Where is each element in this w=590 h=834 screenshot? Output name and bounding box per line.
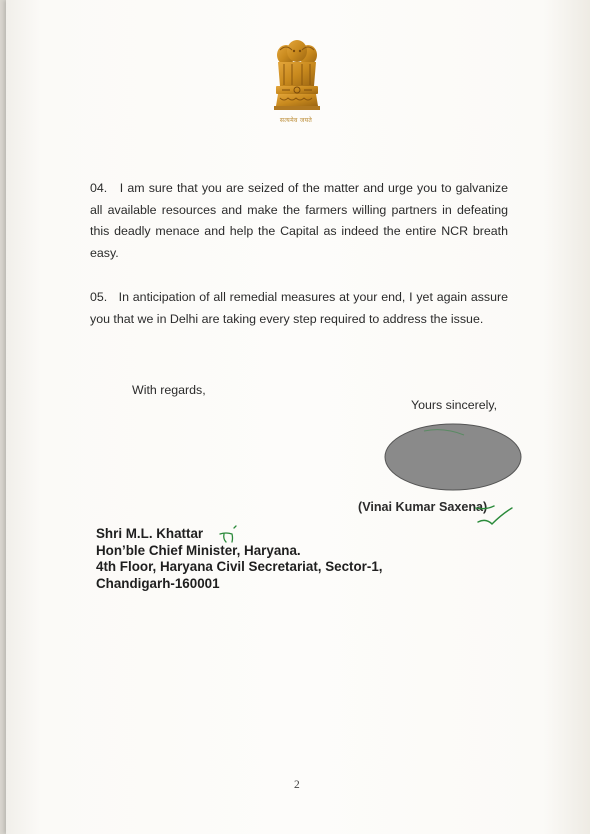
paragraph-number: 05. [90, 290, 108, 304]
addressee-address-line2: Chandigarh-160001 [96, 575, 220, 591]
regards-text: With regards, [132, 383, 206, 397]
emblem-motto: सत्यमेव जयते [279, 117, 313, 124]
green-tick [474, 502, 514, 528]
letter-page [6, 0, 590, 834]
redacted-signature [384, 423, 522, 491]
paragraph-number: 04. [90, 181, 108, 195]
page-number: 2 [294, 779, 300, 791]
paragraph-05 [90, 287, 508, 330]
closing-text: Yours sincerely, [411, 398, 498, 412]
addressee-name: Shri M.L. Khattar [96, 526, 204, 541]
handwritten-initial [218, 524, 244, 544]
paragraph-text: I am sure that you are seized of the matter and urge you to galvanize all available resources and make the farmers willing partners in defeating this deadly menace and help the Capital as indeed the entire NCR breath easy. [90, 181, 508, 260]
paragraph-text: In anticipation of all remedial measures at your end, I yet again assure you that we in Delhi are taking every step required to address the issue. [90, 290, 509, 326]
addressee-designation: Hon’ble Chief Minister, Haryana. [96, 542, 301, 558]
signatory-name: (Vinai Kumar Saxena) [358, 500, 488, 514]
paragraph-04 [90, 178, 508, 264]
addressee-address-line1: 4th Floor, Haryana Civil Secretariat, Sector-1, [96, 559, 383, 574]
